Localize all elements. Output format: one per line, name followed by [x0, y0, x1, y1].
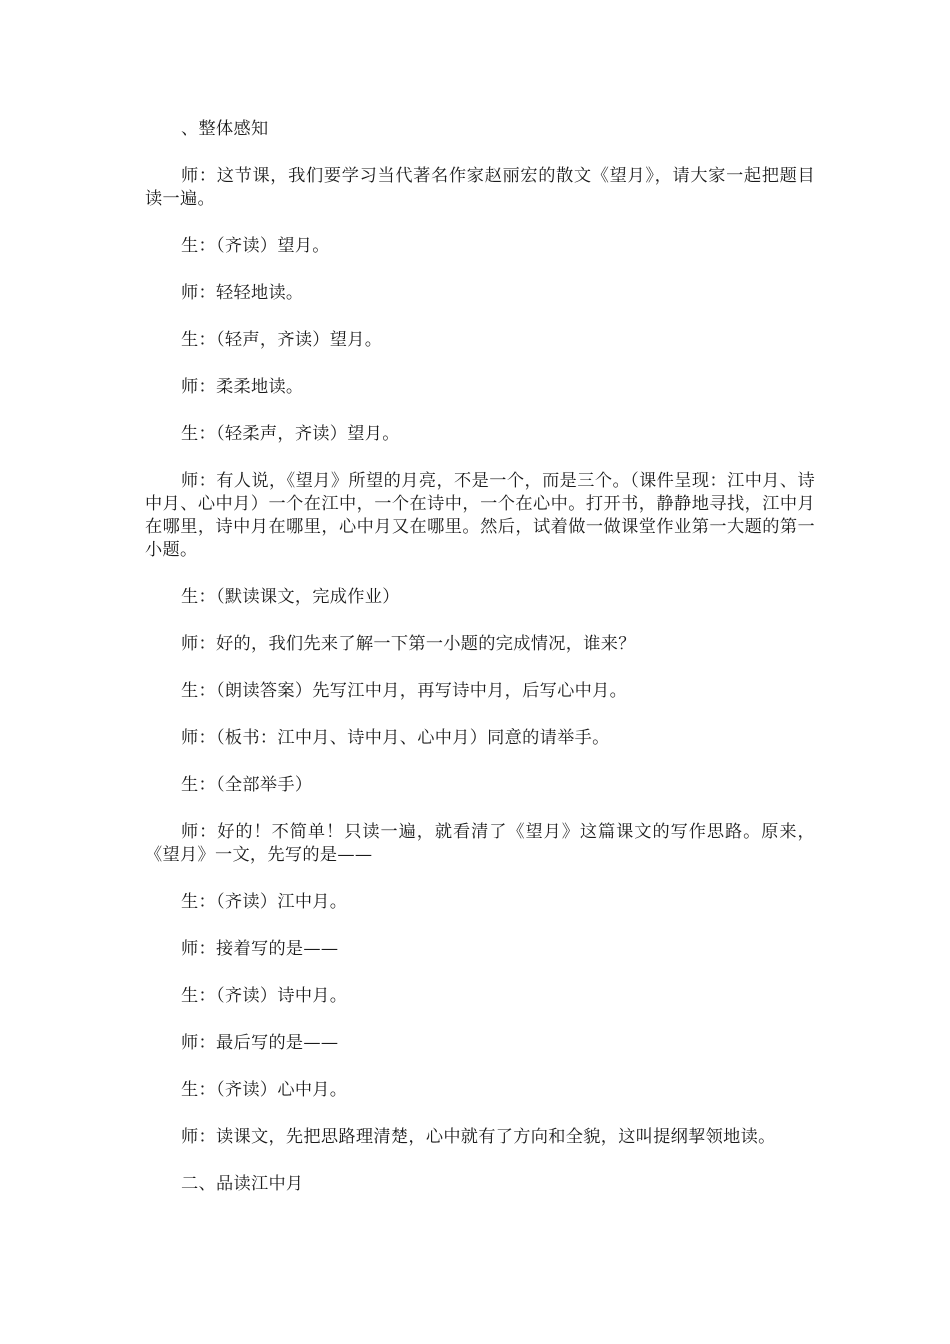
section-heading: 二、品读江中月 — [181, 1174, 304, 1194]
dialogue-line: 师：最后写的是—— — [181, 1033, 339, 1053]
dialogue-line: 生：（轻声，齐读）望月。 — [181, 330, 383, 350]
dialogue-line: 生：（齐读）诗中月。 — [181, 986, 348, 1006]
dialogue-line: 师：轻轻地读。 — [181, 283, 304, 303]
dialogue-line: 生：（朗读答案）先写江中月，再写诗中月，后写心中月。 — [181, 681, 628, 701]
dialogue-line: 师：这节课，我们要学习当代著名作家赵丽宏的散文《望月》，请大家一起把题目读一遍。 — [145, 166, 815, 209]
dialogue-line: 师：有人说，《望月》所望的月亮，不是一个，而是三个。（课件呈现：江中月、诗中月、心中月）一个在江中，一个在诗中，一个在心中。打开书，静静地寻找，江中月在哪里，诗中月在哪里，心中月又在哪里。然后，试着做一做课堂作业第一大题的第一小题。 — [145, 471, 815, 560]
dialogue-line: 生：（齐读）心中月。 — [181, 1080, 348, 1100]
dialogue-line: 师：好的，我们先来了解一下第一小题的完成情况，谁来？ — [181, 634, 636, 654]
dialogue-line: 生：（齐读）望月。 — [181, 236, 330, 256]
dialogue-line: 生：（默读课文，完成作业） — [181, 587, 400, 607]
section-heading: 、整体感知 — [181, 119, 269, 139]
dialogue-line: 师：（板书：江中月、诗中月、心中月）同意的请举手。 — [181, 728, 610, 748]
dialogue-line: 师：读课文，先把思路理清楚，心中就有了方向和全貌，这叫提纲挈领地读。 — [181, 1127, 776, 1147]
dialogue-line: 生：（轻柔声，齐读）望月。 — [181, 424, 400, 444]
dialogue-line: 生：（全部举手） — [181, 775, 313, 795]
dialogue-line: 生：（齐读）江中月。 — [181, 892, 348, 912]
dialogue-line: 师：接着写的是—— — [181, 939, 339, 959]
document-body — [145, 118, 815, 1220]
dialogue-line: 师：好的！不简单！只读一遍，就看清了《望月》这篇课文的写作思路。原来，《望月》一文，先写的是—— — [145, 822, 815, 865]
dialogue-line: 师：柔柔地读。 — [181, 377, 304, 397]
